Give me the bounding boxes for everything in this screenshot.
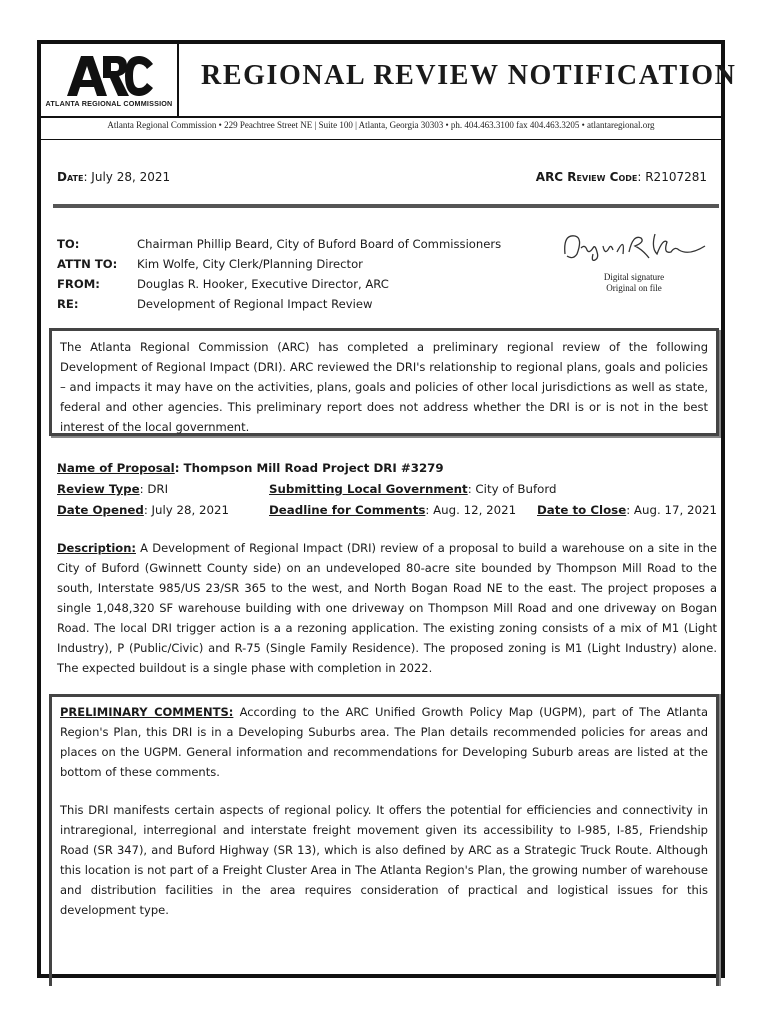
divider-thick xyxy=(53,204,719,208)
memo-from xyxy=(57,274,501,294)
description-text: A Development of Regional Impact (DRI) review of a proposal to build a warehouse on a site in the City of Buford (Gwinnett County side) on an undeveloped 80-acre site bounded by Thompson Mill Road to the south, Interstate 985/US 23/SR 365 to the west, and North Bogan Road NE to the east. The project proposes a single 1,048,320 SF warehouse building with one driveway on Thompson Mill Road and one driveway on Bogan Road. The local DRI trigger action is a a rezoning application. The existing zoning consists of a mix of M1 (Light Industry), P (Public/Civic) and R-75 (Single Family Residence). The proposed zoning is M1 (Light Industry) alone. The expected buildout is a single phase with completion in 2022. xyxy=(57,541,717,675)
comments-paragraph-1 xyxy=(60,702,708,782)
description-label: Description: xyxy=(57,541,136,555)
date-to-close xyxy=(537,500,717,521)
memo-block xyxy=(57,234,501,314)
to-label: TO: xyxy=(57,237,80,251)
description-paragraph xyxy=(57,538,717,678)
date-value: : July 28, 2021 xyxy=(83,170,171,184)
review-code-label: ARC Review Code xyxy=(535,170,638,184)
attn-label: ATTN TO: xyxy=(57,257,118,271)
date-label: Date xyxy=(57,170,84,184)
review-type-label: Review Type xyxy=(57,482,140,496)
review-type-value: : DRI xyxy=(139,482,169,496)
submitting-value: : City of Buford xyxy=(467,482,557,496)
comments-paragraph-2: This DRI manifests certain aspects of regional policy. It offers the potential for efficiencies and connectivity in intraregional, interregional and interstate freight movement given its accessibility to I-985, I-85, Friendship Road (SR 347), and Buford Highway (SR 13), which is also defined by ARC as a Strategic Truck Route. Although this location is not part of a Freight Cluster Area in The Atlanta Region's Plan, the growing number of warehouse and distribution facilities in the area requires consideration of practical and logistical issues for this development type. xyxy=(60,803,708,917)
divider xyxy=(41,139,721,140)
from-label: FROM: xyxy=(57,277,100,291)
document-frame xyxy=(37,40,737,978)
signature-caption-1: Digital signature xyxy=(603,272,665,282)
re-value: Development of Regional Impact Review xyxy=(137,297,373,311)
proposal-details xyxy=(57,458,717,521)
proposal-name-row xyxy=(57,458,717,479)
date-line xyxy=(57,170,170,184)
arc-logo xyxy=(41,44,179,116)
memo-re xyxy=(57,294,501,314)
submitting-government xyxy=(269,479,557,500)
deadline-label: Deadline for Comments xyxy=(269,503,426,517)
handwritten-signature xyxy=(559,224,709,268)
proposal-name-label: Name of Proposal xyxy=(57,461,175,475)
intro-box xyxy=(49,328,719,436)
date-close-label: Date to Close xyxy=(537,503,627,517)
comments-text-1: According to the ARC Unified Growth Policy Map (UGPM), part of The Atlanta Region's Plan, this DRI is in a Developing Suburbs area. The Plan details recommended policies for areas and places on the UGPM. General information and recommendations for Developing Suburb areas are listed at the bottom of these comments. xyxy=(60,705,708,779)
date-close-value: : Aug. 17, 2021 xyxy=(626,503,717,517)
from-value: Douglas R. Hooker, Executive Director, ARC xyxy=(137,277,389,291)
document-title: REGIONAL REVIEW NOTIFICATION xyxy=(201,60,737,91)
re-label: RE: xyxy=(57,297,79,311)
date-opened-value: : July 28, 2021 xyxy=(143,503,230,517)
deadline xyxy=(269,500,516,521)
attn-value: Kim Wolfe, City Clerk/Planning Director xyxy=(137,257,363,271)
review-type-row xyxy=(57,479,717,500)
dates-row xyxy=(57,500,717,521)
comments-label: PRELIMINARY COMMENTS: xyxy=(60,705,234,719)
review-code-value: : R2107281 xyxy=(637,170,707,184)
comments-box xyxy=(49,694,719,986)
memo-to xyxy=(57,234,501,254)
letterhead xyxy=(41,44,737,118)
arc-logo-mark xyxy=(67,50,155,98)
signature-block xyxy=(559,224,709,294)
address-line: Atlanta Regional Commission • 229 Peachtree Street NE | Suite 100 | Atlanta, Georgia 30303 • ph. 404.463.3100 fax 404.463.3205 • atlantaregional.org xyxy=(107,120,655,130)
to-value: Chairman Phillip Beard, City of Buford Board of Commissioners xyxy=(137,237,502,251)
intro-paragraph: The Atlanta Regional Commission (ARC) has completed a preliminary regional review of the following Development of Regional Impact (DRI). ARC reviewed the DRI's relationship to regional plans, goals and policies – and impacts it may have on the activities, plans, goals and policies of other local jurisdictions as well as state, federal and other agencies. This preliminary report does not address whether the DRI is or is not in the best interest of the local government. xyxy=(60,340,708,434)
signature-caption-2: Original on file xyxy=(606,283,662,293)
submitting-label: Submitting Local Government xyxy=(269,482,468,496)
review-code xyxy=(536,170,707,184)
date-opened-label: Date Opened xyxy=(57,503,144,517)
description-section xyxy=(57,538,717,678)
proposal-name-value: : Thompson Mill Road Project DRI #3279 xyxy=(174,461,444,475)
logo-caption: ATLANTA REGIONAL COMMISSION xyxy=(45,99,173,108)
deadline-value: : Aug. 12, 2021 xyxy=(425,503,517,517)
memo-attn xyxy=(57,254,501,274)
